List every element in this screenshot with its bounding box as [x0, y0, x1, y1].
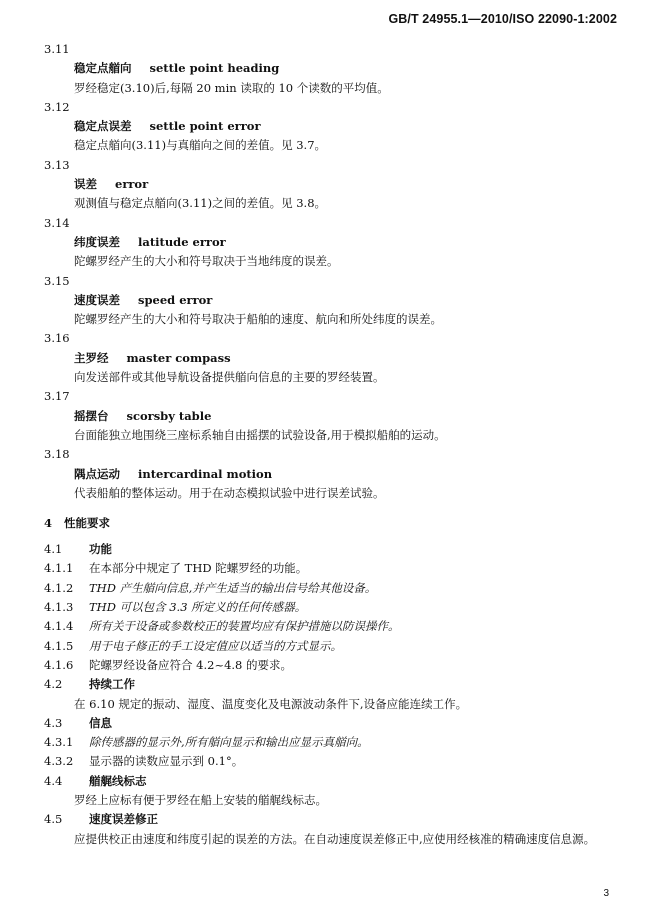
section-number: 4.1: [44, 542, 63, 557]
term-en: latitude error: [138, 234, 226, 249]
page-number: 3: [603, 888, 609, 899]
term-3-11: [44, 40, 624, 98]
term-number: 3.11: [44, 42, 70, 56]
section-title: 艏艉线标志: [89, 773, 147, 788]
paragraph: 罗经上应标有便于罗经在船上安装的艏艉线标志。: [74, 792, 327, 807]
term-title: [44, 175, 624, 194]
term-3-12: [44, 98, 624, 156]
term-definition: 观测值与稳定点艏向(3.11)之间的差值。见 3.8。: [74, 196, 327, 211]
clause-text: 在本部分中规定了 THD 陀螺罗经的功能。: [89, 561, 308, 576]
clause: [44, 559, 624, 578]
clause: [44, 656, 624, 675]
term-title: [44, 291, 624, 310]
paragraph: 在 6.10 规定的振动、湿度、温度变化及电源波动条件下,设备应能连续工作。: [74, 696, 468, 711]
term-definition: 代表船舶的整体运动。用于在动态模拟试验中进行误差试验。: [74, 485, 385, 500]
chapter-number: 4: [44, 516, 53, 531]
page-content: [44, 40, 624, 849]
term-number: 3.16: [44, 331, 70, 346]
term-title: [44, 59, 624, 78]
term-definition: 陀螺罗经产生的大小和符号取决于当地纬度的误差。: [74, 254, 339, 269]
term-title: [44, 407, 624, 426]
clause-text: 陀螺罗经设备应符合 4.2~4.8 的要求。: [89, 657, 293, 672]
clause-number: 4.1.1: [44, 561, 74, 576]
term-number: 3.15: [44, 273, 70, 288]
clause-text: THD 产生艏向信息,并产生适当的输出信号给其他设备。: [89, 580, 377, 595]
term-number: 3.12: [44, 99, 70, 114]
clause: [44, 598, 624, 617]
term-en: speed error: [138, 292, 213, 307]
term-definition: 向发送部件或其他导航设备提供艏向信息的主要的罗经装置。: [74, 370, 385, 385]
clause-number: 4.1.4: [44, 619, 74, 634]
clause-number: 4.3.2: [44, 754, 74, 769]
term-title: [44, 117, 624, 136]
term-3-17: [44, 387, 624, 445]
clause-text: 用于电子修正的手工设定值应以适当的方式显示。: [89, 638, 342, 653]
clause-text: 所有关于设备或参数校正的装置均应有保护措施以防误操作。: [89, 619, 400, 634]
clause-text: 显示器的读数应显示到 0.1°。: [89, 754, 244, 769]
section-heading: [44, 540, 624, 559]
section-title: 速度误差修正: [89, 812, 158, 827]
clause-number: 4.1.2: [44, 580, 74, 595]
clause: [44, 733, 624, 752]
clause: [44, 637, 624, 656]
clause: [44, 617, 624, 636]
term-definition: 稳定点艏向(3.11)与真艏向之间的差值。见 3.7。: [74, 138, 327, 153]
term-en: settle point heading: [149, 61, 280, 76]
section-number: 4.3: [44, 715, 63, 730]
term-3-18: [44, 445, 624, 503]
section-number: 4.2: [44, 677, 63, 692]
section-title: 信息: [89, 715, 112, 730]
term-number: 3.17: [44, 389, 70, 404]
term-3-14: [44, 214, 624, 272]
term-en: scorsby table: [126, 408, 212, 423]
term-zh: 纬度误差: [74, 234, 120, 249]
chapter-title: 性能要求: [64, 516, 111, 531]
term-3-13: [44, 156, 624, 214]
term-title: [44, 465, 624, 484]
term-en: error: [115, 177, 149, 192]
clause-number: 4.1.6: [44, 657, 74, 672]
term-en: intercardinal motion: [138, 466, 273, 481]
section-title: 持续工作: [89, 677, 135, 692]
section-number: 4.4: [44, 773, 63, 788]
clause-number: 4.3.1: [44, 735, 74, 750]
term-en: settle point error: [149, 119, 261, 134]
clause-number: 4.1.3: [44, 600, 74, 615]
term-zh: 稳定点误差: [74, 119, 132, 134]
term-3-15: [44, 272, 624, 330]
section-heading: [44, 810, 624, 829]
term-title: [44, 233, 624, 252]
term-zh: 主罗经: [74, 350, 109, 365]
standard-header: GB/T 24955.1—2010/ISO 22090-1:2002: [388, 12, 617, 26]
term-definition: 台面能独立地围绕三座标系轴自由摇摆的试验设备,用于模拟船舶的运动。: [74, 427, 446, 442]
section-heading: [44, 675, 624, 694]
section-number: 4.5: [44, 812, 63, 827]
chapter-heading: [44, 514, 624, 533]
term-title: [44, 349, 624, 368]
term-3-16: [44, 329, 624, 387]
term-zh: 速度误差: [74, 292, 120, 307]
paragraph: 应提供校正由速度和纬度引起的误差的方法。在自动速度误差修正中,应使用经核准的精确速度信息源。: [74, 831, 596, 846]
clause: [44, 579, 624, 598]
term-definition: 罗经稳定(3.10)后,每隔 20 min 读取的 10 个读数的平均值。: [74, 80, 389, 95]
term-number: 3.14: [44, 215, 70, 230]
term-zh: 稳定点艏向: [74, 61, 132, 76]
clause: [44, 752, 624, 771]
term-zh: 误差: [74, 177, 97, 192]
term-number: 3.18: [44, 447, 70, 462]
term-number: 3.13: [44, 157, 70, 172]
term-zh: 隅点运动: [74, 466, 120, 481]
clause-text: 除传感器的显示外,所有艏向显示和输出应显示真艏向。: [89, 735, 369, 750]
term-zh: 摇摆台: [74, 408, 109, 423]
section-heading: [44, 772, 624, 791]
term-en: master compass: [126, 350, 231, 365]
clause-number: 4.1.5: [44, 638, 74, 653]
section-title: 功能: [89, 542, 112, 557]
term-definition: 陀螺罗经产生的大小和符号取决于船舶的速度、航向和所处纬度的误差。: [74, 312, 442, 327]
clause-text: THD 可以包含 3.3 所定义的任何传感器。: [89, 600, 307, 615]
section-heading: [44, 714, 624, 733]
